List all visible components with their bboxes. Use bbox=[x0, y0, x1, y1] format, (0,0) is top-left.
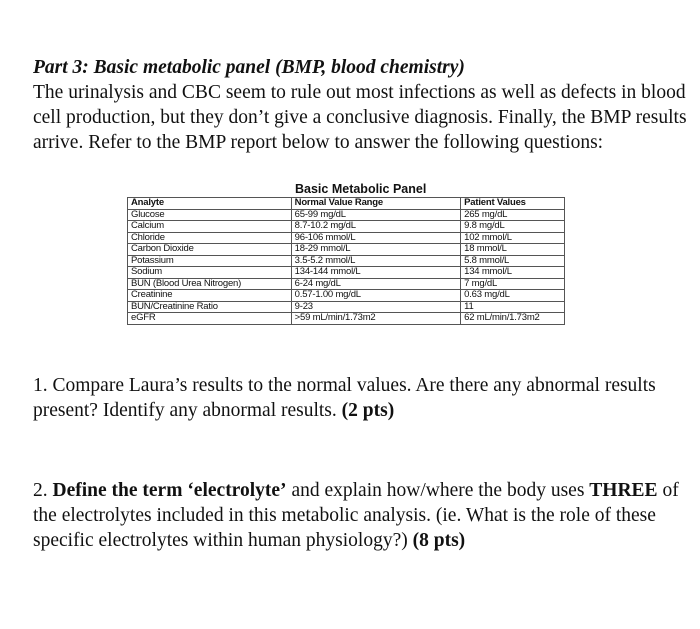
patient-value-cell: 0.63 mg/dL bbox=[461, 290, 565, 302]
normal-range-cell: 96-106 mmol/L bbox=[291, 232, 460, 244]
part-heading: Part 3: Basic metabolic panel (BMP, blood chemistry) bbox=[33, 57, 465, 78]
normal-range-cell: 18-29 mmol/L bbox=[291, 244, 460, 256]
bmp-table bbox=[127, 197, 565, 325]
analyte-cell: Glucose bbox=[128, 209, 292, 221]
analyte-cell: Calcium bbox=[128, 221, 292, 233]
question-1-points: (2 pts) bbox=[341, 400, 395, 421]
normal-range-cell: 3.5-5.2 mmol/L bbox=[291, 255, 460, 267]
normal-range-cell: >59 mL/min/1.73m2 bbox=[291, 313, 460, 325]
patient-value-cell: 134 mmol/L bbox=[461, 267, 565, 279]
analyte-cell: BUN/Creatinine Ratio bbox=[128, 301, 292, 313]
header-analyte: Analyte bbox=[128, 198, 292, 210]
patient-value-cell: 102 mmol/L bbox=[461, 232, 565, 244]
normal-range-cell: 9-23 bbox=[291, 301, 460, 313]
analyte-cell: eGFR bbox=[128, 313, 292, 325]
patient-value-cell: 5.8 mmol/L bbox=[461, 255, 565, 267]
normal-range-cell: 65-99 mg/dL bbox=[291, 209, 460, 221]
normal-range-cell: 0.57-1.00 mg/dL bbox=[291, 290, 460, 302]
normal-range-cell: 8.7-10.2 mg/dL bbox=[291, 221, 460, 233]
question-2-points: (8 pts) bbox=[412, 530, 466, 551]
table-row bbox=[128, 232, 565, 244]
table-row bbox=[128, 301, 565, 313]
patient-value-cell: 7 mg/dL bbox=[461, 278, 565, 290]
analyte-cell: Carbon Dioxide bbox=[128, 244, 292, 256]
intro-paragraph: The urinalysis and CBC seem to rule out most infections as well as defects in blood cell production, but they don’t give a conclusive diagnosis. Finally, the BMP results arrive. Refer to the BMP report below to answer the following questions: bbox=[33, 82, 687, 153]
question-2-bold-phrase: Define the term ‘electrolyte’ bbox=[52, 480, 287, 501]
patient-value-cell: 9.8 mg/dL bbox=[461, 221, 565, 233]
analyte-cell: Chloride bbox=[128, 232, 292, 244]
analyte-cell: BUN (Blood Urea Nitrogen) bbox=[128, 278, 292, 290]
table-row bbox=[128, 209, 565, 221]
analyte-cell: Sodium bbox=[128, 267, 292, 279]
question-1-text: 1. Compare Laura’s results to the normal values. Are there any abnormal results present? Identify any abnormal results. bbox=[33, 375, 656, 421]
patient-value-cell: 18 mmol/L bbox=[461, 244, 565, 256]
normal-range-cell: 134-144 mmol/L bbox=[291, 267, 460, 279]
header-patient-values: Patient Values bbox=[461, 198, 565, 210]
question-2-bold-word: THREE bbox=[589, 480, 658, 501]
question-2 bbox=[33, 478, 693, 553]
table-header-row bbox=[128, 198, 565, 210]
patient-value-cell: 62 mL/min/1.73m2 bbox=[461, 313, 565, 325]
patient-value-cell: 265 mg/dL bbox=[461, 209, 565, 221]
question-2-text-b: of the electrolytes included in this metabolic analysis. (ie. What is the role of these specific electrolytes within human physiology?) bbox=[33, 480, 679, 551]
header-normal-range: Normal Value Range bbox=[291, 198, 460, 210]
table-row bbox=[128, 255, 565, 267]
question-1 bbox=[33, 373, 693, 423]
analyte-cell: Potassium bbox=[128, 255, 292, 267]
patient-value-cell: 11 bbox=[461, 301, 565, 313]
table-row bbox=[128, 244, 565, 256]
normal-range-cell: 6-24 mg/dL bbox=[291, 278, 460, 290]
analyte-cell: Creatinine bbox=[128, 290, 292, 302]
question-2-text-a: and explain how/where the body uses bbox=[286, 480, 590, 501]
table-title: Basic Metabolic Panel bbox=[295, 182, 427, 196]
table-row bbox=[128, 278, 565, 290]
table-row bbox=[128, 290, 565, 302]
table-row bbox=[128, 313, 565, 325]
table-row bbox=[128, 267, 565, 279]
question-2-number: 2. bbox=[33, 480, 53, 501]
table-row bbox=[128, 221, 565, 233]
